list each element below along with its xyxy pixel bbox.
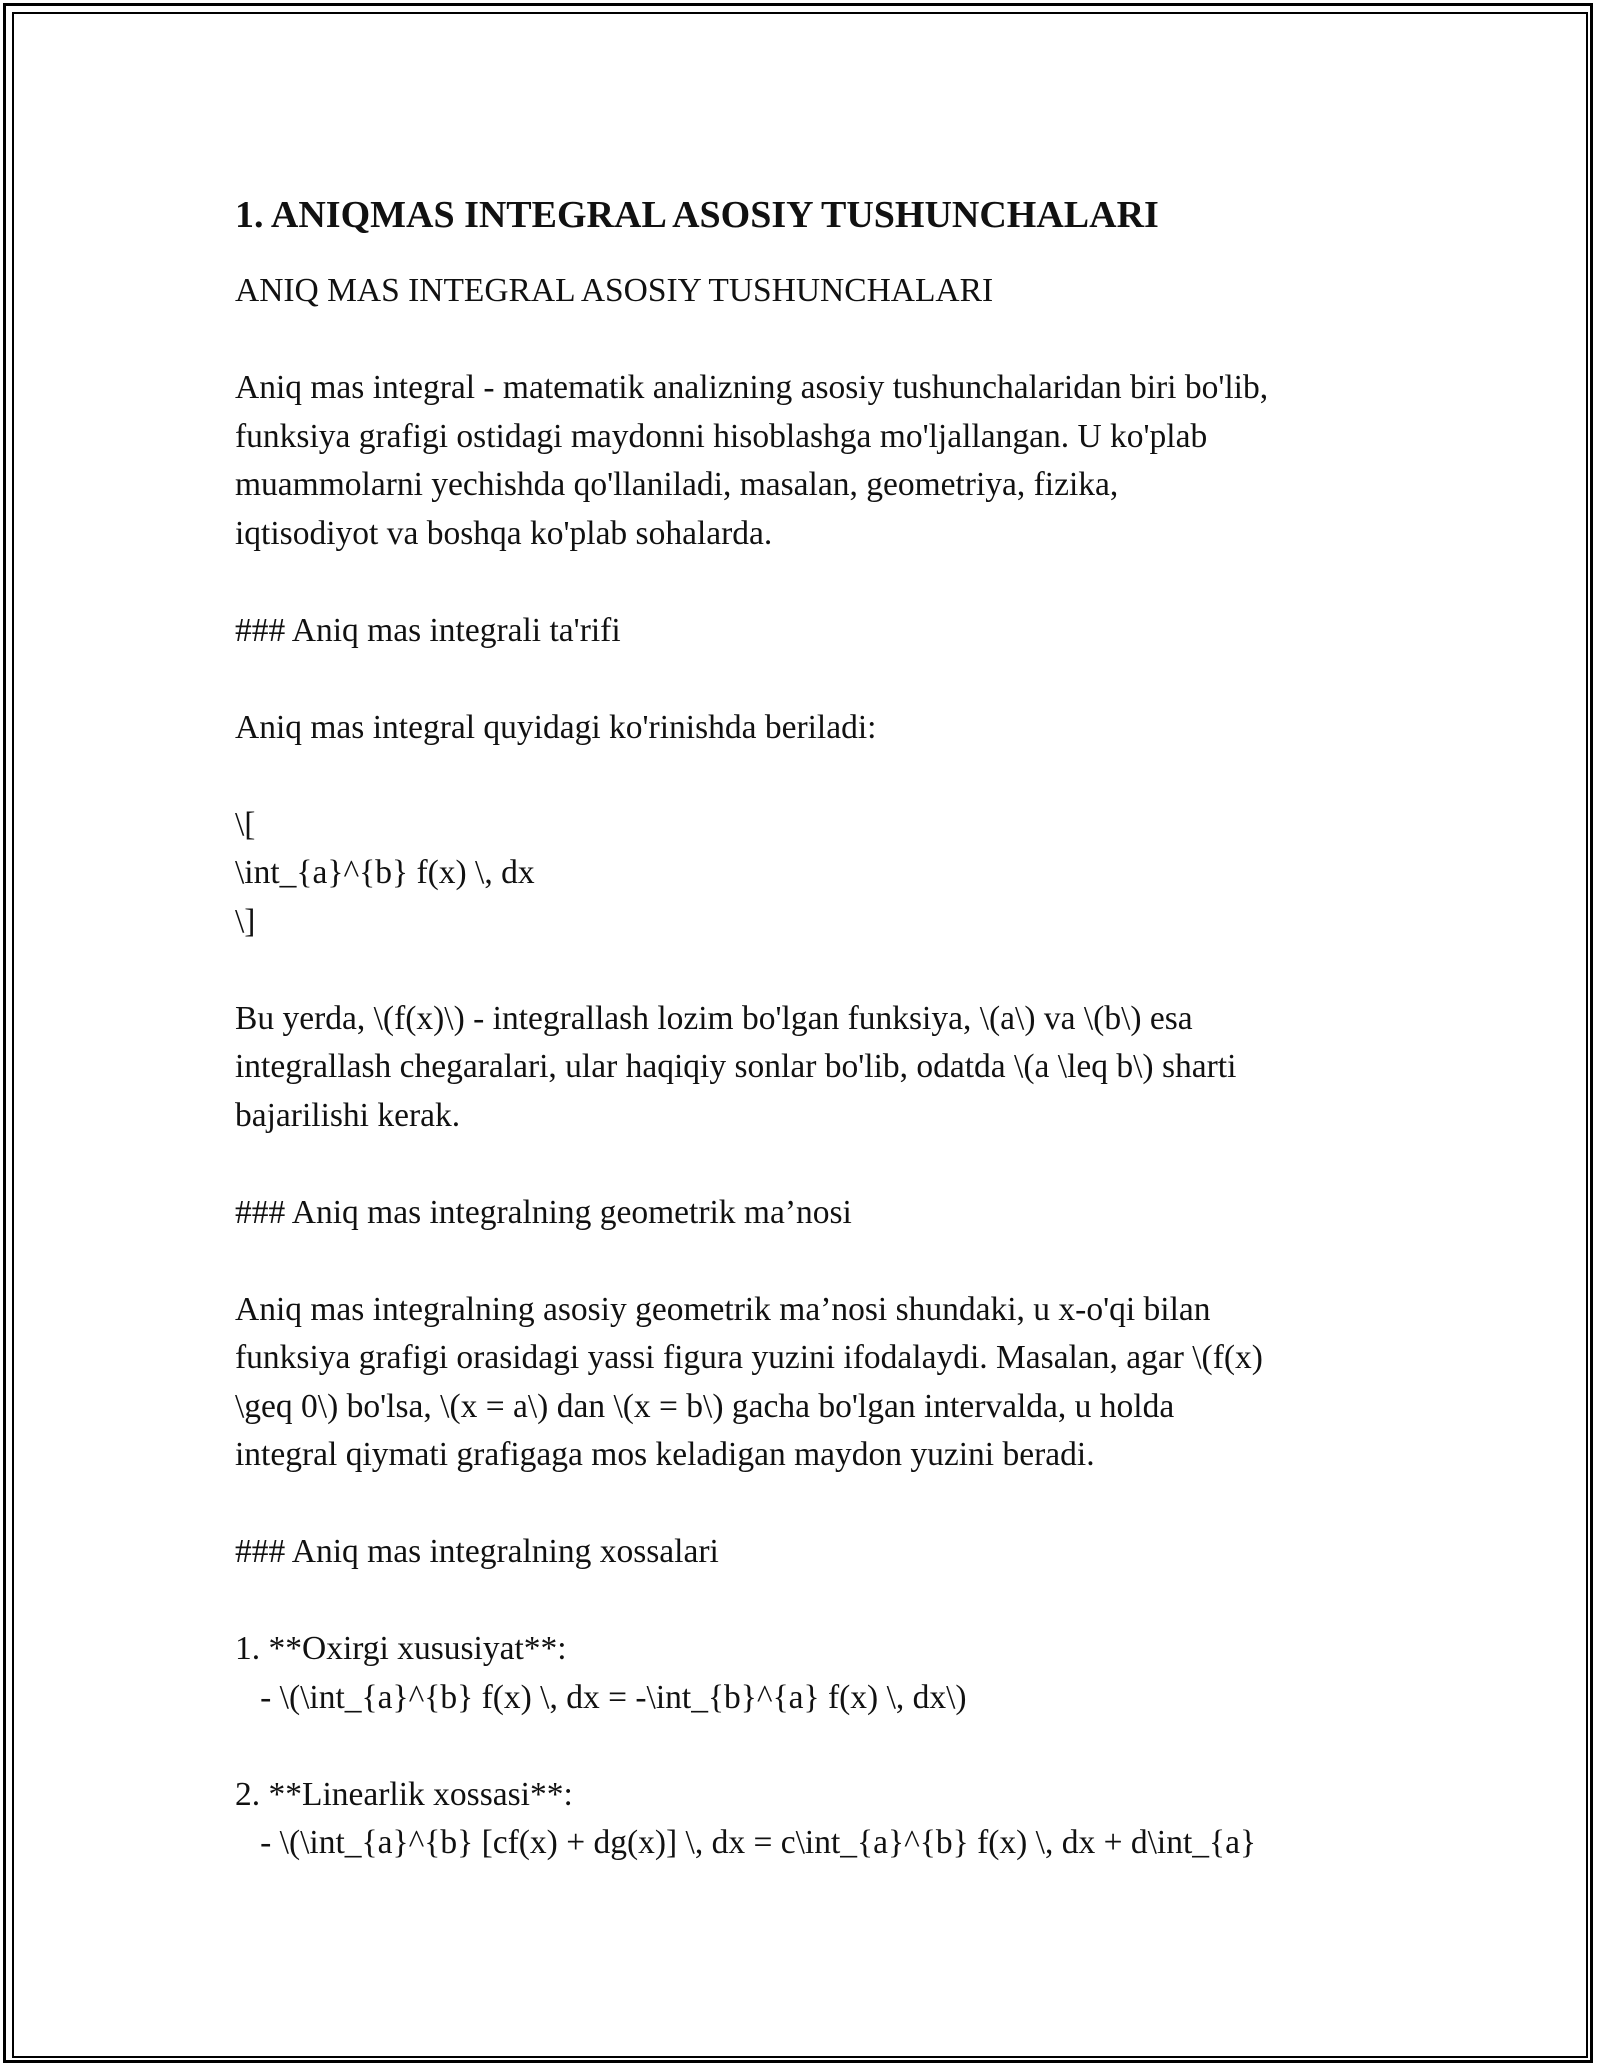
formula-line: \[ xyxy=(235,805,256,843)
spacer xyxy=(235,946,1385,995)
subtitle-line: ANIQ MAS INTEGRAL ASOSIY TUSHUNCHALARI xyxy=(235,272,994,309)
explanation-paragraph xyxy=(235,995,1385,1141)
intro-line: iqtisodiyot va boshqa ko'plab sohalarda. xyxy=(235,514,773,552)
spacer xyxy=(235,1237,1385,1286)
document-subtitle xyxy=(235,267,1385,316)
spacer xyxy=(235,1140,1385,1189)
property-formula: - \(\int_{a}^{b} [cf(x) + dg(x)] \, dx = c\int_{a}^{b} f(x) \, dx + d\int_{a} xyxy=(235,1824,1257,1861)
intro-line: funksiya grafigi ostidagi maydonni hisoblashga mo'ljallangan. U ko'plab xyxy=(235,417,1208,455)
document-body xyxy=(235,185,1385,1868)
section-properties-heading xyxy=(235,1528,1385,1577)
formula-line: \int_{a}^{b} f(x) \, dx xyxy=(235,854,535,891)
formula-line: \] xyxy=(235,902,256,940)
geometric-line: \geq 0\) bo'lsa, \(x = a\) dan \(x = b\) gacha bo'lgan intervalda, u holda xyxy=(235,1387,1175,1425)
property-formula: - \(\int_{a}^{b} f(x) \, dx = -\int_{b}^{a} f(x) \, dx\) xyxy=(235,1678,967,1716)
intro-line: Aniq mas integral - matematik analizning asosiy tushunchalaridan biri bo'lib, xyxy=(235,369,1269,406)
geometric-line: Aniq mas integralning asosiy geometrik ma’nosi shundaki, u x-o'qi bilan xyxy=(235,1290,1211,1328)
spacer xyxy=(235,1480,1385,1529)
property-item xyxy=(235,1771,1385,1868)
formula-block xyxy=(235,801,1385,947)
intro-paragraph xyxy=(235,364,1385,558)
geometric-line: integral qiymati grafigaga mos keladigan maydon yuzini beradi. xyxy=(235,1436,1095,1473)
property-title: 2. **Linearlik xossasi**: xyxy=(235,1775,573,1813)
section-geometric-heading xyxy=(235,1189,1385,1238)
geometric-line: funksiya grafigi orasidagi yassi figura yuzini ifodalaydi. Masalan, agar \(f(x) xyxy=(235,1339,1263,1376)
definition-paragraph xyxy=(235,704,1385,753)
spacer xyxy=(235,558,1385,607)
definition-line: Aniq mas integral quyidagi ko'rinishda beriladi: xyxy=(235,708,877,746)
explanation-line: bajarilishi kerak. xyxy=(235,1096,461,1134)
geometric-paragraph xyxy=(235,1286,1385,1480)
explanation-line: Bu yerda, \(f(x)\) - integrallash lozim bo'lgan funksiya, \(a\) va \(b\) esa xyxy=(235,999,1193,1037)
section-definition-heading xyxy=(235,607,1385,656)
spacer xyxy=(235,316,1385,365)
explanation-line: integrallash chegaralari, ular haqiqiy sonlar bo'lib, odatda \(a \leq b\) sharti xyxy=(235,1048,1237,1085)
property-item xyxy=(235,1625,1385,1722)
spacer xyxy=(235,655,1385,704)
spacer xyxy=(235,1722,1385,1771)
section-heading: ### Aniq mas integralning xossalari xyxy=(235,1533,719,1570)
section-heading: ### Aniq mas integrali ta'rifi xyxy=(235,611,621,649)
property-title: 1. **Oxirgi xususiyat**: xyxy=(235,1630,567,1667)
intro-line: muammolarni yechishda qo'llaniladi, masalan, geometriya, fizika, xyxy=(235,466,1119,503)
spacer xyxy=(235,752,1385,801)
spacer xyxy=(235,1577,1385,1626)
section-heading: ### Aniq mas integralning geometrik ma’nosi xyxy=(235,1193,852,1231)
document-heading: 1. ANIQMAS INTEGRAL ASOSIY TUSHUNCHALARI xyxy=(235,194,1159,236)
